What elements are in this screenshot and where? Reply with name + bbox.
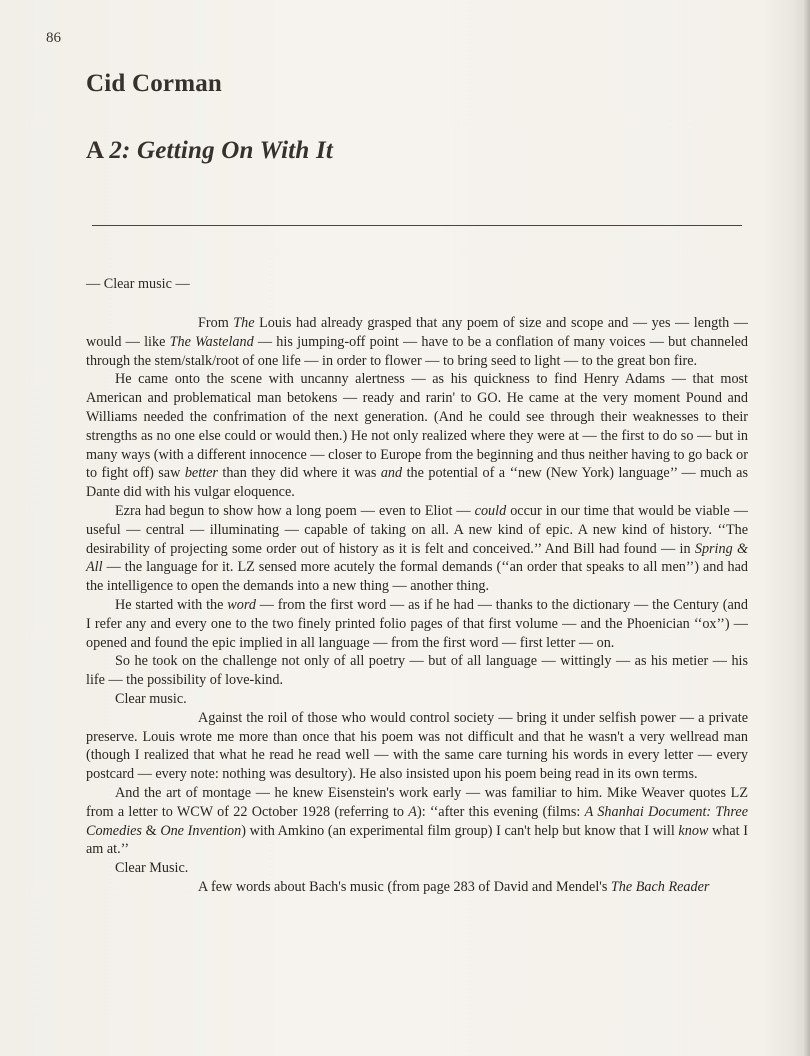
paragraph-1: From The Louis had already grasped that any poem of size and scope and — yes — length — would — like The Wasteland — his jumping-off point — have to be a conflation of many voices — but channeled through the stem/stalk/root of one life — in order to flower — to bring seed to light — to the great bon fire. (86, 315, 748, 369)
paragraph-8: And the art of montage — he knew Eisenstein's work early — was familiar to him. Mike Weaver quotes LZ from a letter to WCW of 22 October 1928 (referring to A): ‘‘after this evening (films: A Shanhai Document: Three Comedies & One Invention) with Amkino (an experimental film group) I can't help but know that I will know what I am at.’’ (86, 784, 748, 858)
page-number: 86 (46, 30, 61, 46)
paragraph-10: A few words about Bach's music (from page 283 of David and Mendel's The Bach Reader (198, 878, 710, 895)
page-edge-shadow (804, 0, 810, 1056)
paragraph-5: So he took on the challenge not only of all poetry — but of all language — wittingly — as his metier — his life — the possibility of love-kind. (86, 653, 748, 689)
epigraph: — Clear music — (86, 276, 190, 292)
title-prefix: A (86, 137, 110, 164)
paragraph-4: He started with the word — from the first word — as if he had — thanks to the dictionary — the Century (and I refer any and every one to the two finely printed folio pages of that first volume — and the Phoenician ‘‘ox’’) — opened and found the epic implied in all language — from the first word — first letter — on. (86, 596, 748, 651)
horizontal-rule (92, 225, 742, 226)
paragraph-6: Clear music. (115, 690, 187, 707)
author-name: Cid Corman (86, 70, 223, 97)
paragraph-3: Ezra had begun to show how a long poem — even to Eliot — could occur in our time that would be viable — useful — central — illuminating — capable of taking on all. A new kind of epic. A new kind of history. ‘‘The desirability of projecting some order out of history as it is felt and conceived.’’ And Bill had found — in Spring & All — the language for it. LZ sensed more acutely the formal demands (‘‘an order that speaks to all men’’) and had the intelligence to open the demands into a new thing — another thing. (86, 502, 749, 595)
paragraph-7: Against the roil of those who would control society — bring it under selfish power — a private preserve. Louis wrote me more than once that his poem was not difficult and that he wasn't a very wellread man (though I realized that what he read he read well — with the same care turning his words in every letter — every postcard — every note: nothing was desultory). He also insisted upon his poem being read in its own terms. (86, 709, 748, 783)
paragraph-9: Clear Music. (115, 860, 189, 877)
essay-title (86, 137, 333, 165)
body-text (86, 314, 748, 897)
title-italic: 2: Getting On With It (109, 137, 334, 164)
paragraph-2: He came onto the scene with uncanny alertness — as his quickness to find Henry Adams — that most American and problematical man betokens — ready and rarin' to GO. He came at the very moment Pound and Williams needed the confrimation of the next generation. (And he could see through their weaknesses to their strengths as no one else could or would then.) He not only realized where they were at — the first to do so — but in many ways (with a different innocence — closer to Europe from the beginning and thus neither having to go back or to fight off) saw better than they did where it was and the potential of a ‘‘new (New York) language’’ — much as Dante did with his vulgar eloquence. (86, 371, 748, 501)
